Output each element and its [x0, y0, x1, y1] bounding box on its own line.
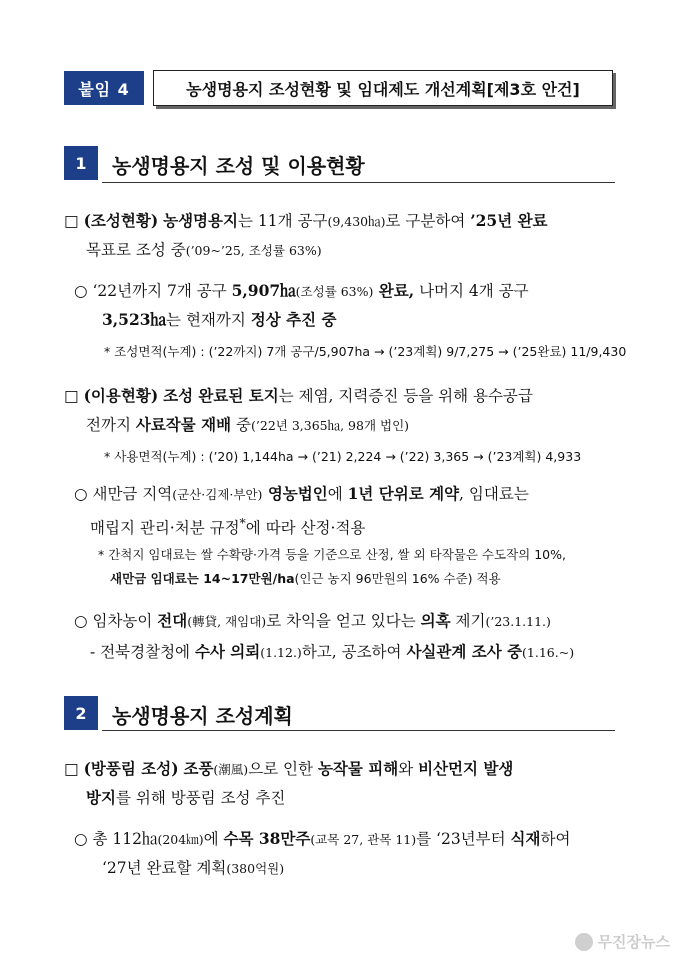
para-planting-line2: ‘27년 완료할 계획(380억원) — [102, 859, 285, 877]
watermark-logo-icon — [575, 933, 593, 951]
note-lease-fee-1: * 간척지 임대료는 쌀 수확량·가격 등을 기준으로 산정, 쌀 외 타작물은 수도작의 10%, — [98, 547, 566, 562]
note-usage-area: * 사용면적(누계) : (’20) 1,144ha → (’21) 2,224 → (’22) 3,365 → (’23계획) 4,933 — [104, 449, 582, 464]
section-1-number: 1 — [64, 146, 98, 180]
para-lease-contract-line2: 매립지 관리·처분 규정*에 따라 산정·적용 — [90, 515, 366, 538]
document-title: 농생명용지 조성현황 및 임대제도 개선계획[제3호 안건] — [153, 70, 613, 106]
section-1-rule — [102, 182, 615, 183]
checkbox-square-icon: □ — [64, 212, 79, 230]
section-2-rule — [102, 730, 615, 731]
para-planting-line1: ○ 총 112㏊(204㎞)에 수목 38만주(교목 27, 관목 11)를 ‘23년부터 식재하여 — [74, 829, 571, 848]
para-lease-contract-line1: ○ 새만금 지역(군산·김제·부안) 영농법인에 1년 단위로 계약, 임대료는 — [74, 484, 529, 503]
note-production-area: * 조성면적(누계) : (’22까지) 7개 공구/5,907ha → (’23계획) 9/7,275 → (’25완료) 11/9,430 — [104, 344, 627, 359]
section-2-number: 2 — [64, 696, 98, 730]
watermark: 무진장뉴스 — [575, 931, 670, 952]
para-completed-districts-line2: 3,523㏊는 현재까지 정상 추진 중 — [102, 310, 337, 329]
attachment-tag: 붙임 4 — [64, 71, 144, 105]
para-windbreak-line1: □ (방풍림 조성) 조풍(潮風)으로 인한 농작물 피해와 비산먼지 발생 — [64, 759, 514, 778]
checkbox-square-icon: □ — [64, 387, 79, 405]
note-lease-fee-2: 새만금 임대료는 14~17만원/ha(인근 농지 96만원의 16% 수준) 적용 — [110, 571, 501, 586]
circle-bullet-icon: ○ — [74, 282, 88, 300]
para-completed-districts-line1: ○ ‘22년까지 7개 공구 5,907㏊(조성률 63%) 완료, 나머지 4개 공구 — [74, 281, 529, 300]
circle-bullet-icon: ○ — [74, 830, 88, 848]
para-usage-status-line1: □ (이용현황) 조성 완료된 토지는 제염, 지력증진 등을 위해 용수공급 — [64, 386, 533, 405]
section-1-title: 농생명용지 조성 및 이용현황 — [112, 154, 365, 178]
circle-bullet-icon: ○ — [74, 612, 88, 630]
para-usage-status-line2: 전까지 사료작물 재배 중(’22년 3,365㏊, 98개 법인) — [86, 415, 410, 434]
para-production-status-line2: 목표로 조성 중(’09~’25, 조성률 63%) — [86, 241, 322, 259]
section-2-title: 농생명용지 조성계획 — [112, 704, 293, 728]
para-production-status-line1: □ (조성현황) 농생명용지는 11개 공구(9,430㏊)로 구분하여 ’25년 완료 — [64, 211, 548, 230]
para-windbreak-line2: 방지를 위해 방풍림 조성 추진 — [86, 788, 286, 807]
circle-bullet-icon: ○ — [74, 485, 88, 503]
checkbox-square-icon: □ — [64, 760, 79, 778]
para-sublease-allegation: ○ 임차농이 전대(轉貸, 재임대)로 차익을 얻고 있다는 의혹 제기(’23.1.11.) — [74, 611, 551, 630]
para-police-investigation: - 전북경찰청에 수사 의뢰(1.12.)하고, 공조하여 사실관계 조사 중(1.16.~) — [90, 642, 575, 661]
